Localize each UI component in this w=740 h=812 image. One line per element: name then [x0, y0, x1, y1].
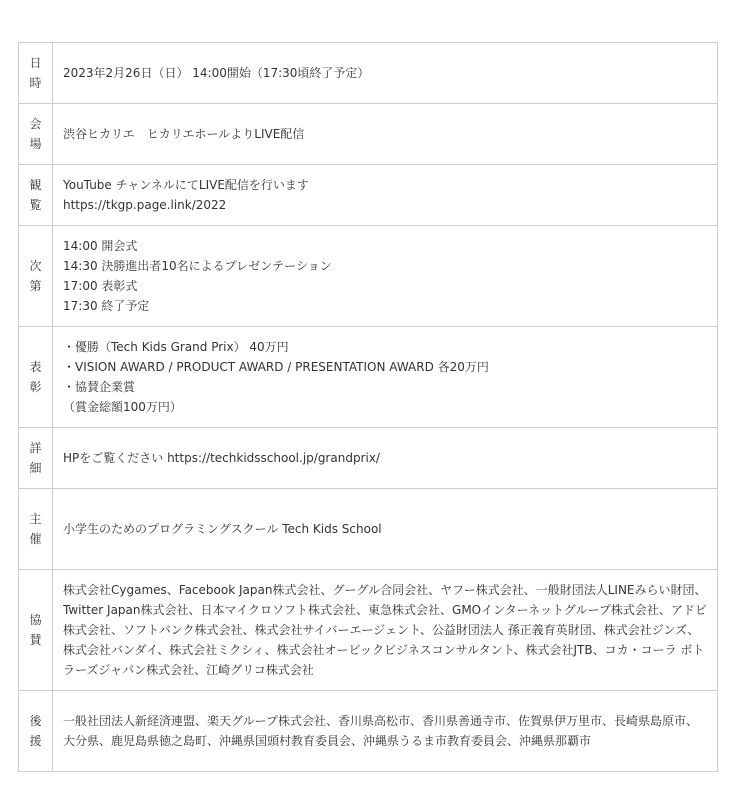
- row-label-char: 覧: [29, 198, 42, 212]
- table-row-program: [19, 226, 718, 327]
- row-label-char: 場: [29, 137, 42, 151]
- row-label-char: 協: [29, 613, 42, 627]
- row-label-char: 催: [29, 532, 42, 546]
- row-label-viewing: [19, 165, 53, 226]
- row-content-program: [53, 226, 718, 327]
- stream-link[interactable]: https://tkgp.page.link/2022: [63, 198, 227, 212]
- row-label-char: 援: [29, 734, 42, 748]
- program-item: 14:00 開会式: [63, 239, 138, 253]
- row-label-char: 細: [29, 461, 42, 475]
- program-item: 17:00 表彰式: [63, 279, 138, 293]
- event-info-table: [18, 42, 718, 772]
- row-content-viewing: [53, 165, 718, 226]
- row-label-char: 賛: [29, 633, 42, 647]
- row-label-datetime: [19, 43, 53, 104]
- details-text[interactable]: HPをご覧ください https://techkidsschool.jp/grandprix/: [63, 451, 380, 465]
- table-row-sponsors: [19, 570, 718, 691]
- row-label-program: [19, 226, 53, 327]
- row-label-organizer: [19, 489, 53, 570]
- row-content-organizer: [53, 489, 718, 570]
- row-content-sponsors: [53, 570, 718, 691]
- row-content-venue: [53, 104, 718, 165]
- row-content-datetime: [53, 43, 718, 104]
- organizer-text: 小学生のためのプログラミングスクール Tech Kids School: [63, 522, 382, 536]
- award-item: （賞金総額100万円）: [63, 400, 182, 414]
- venue-text: 渋谷ヒカリエ ヒカリエホールよりLIVE配信: [63, 127, 305, 141]
- row-label-char: 次: [29, 259, 42, 273]
- row-label-awards: [19, 327, 53, 428]
- table-row-datetime: [19, 43, 718, 104]
- table-row-venue: [19, 104, 718, 165]
- row-label-char: 詳: [29, 441, 42, 455]
- row-label-char: 会: [29, 117, 42, 131]
- program-item: 14:30 決勝進出者10名によるプレゼンテーション: [63, 259, 332, 273]
- row-label-char: 観: [29, 178, 42, 192]
- program-item: 17:30 終了予定: [63, 299, 150, 313]
- table-row-details: [19, 428, 718, 489]
- award-item: ・VISION AWARD / PRODUCT AWARD / PRESENTATION AWARD 各20万円: [63, 360, 489, 374]
- row-content-details: [53, 428, 718, 489]
- award-item: ・協賛企業賞: [63, 380, 136, 394]
- row-label-char: 主: [29, 512, 42, 526]
- row-content-support: [53, 691, 718, 772]
- row-label-char: 後: [29, 714, 42, 728]
- row-label-venue: [19, 104, 53, 165]
- row-content-awards: [53, 327, 718, 428]
- row-label-char: 表: [29, 360, 42, 374]
- sponsors-text: 株式会社Cygames、Facebook Japan株式会社、グーグル合同会社、ヤフー株式会社、一般財団法人LINEみらい財団、Twitter Japan株式会社、日本マイクロソフト株式会社、東急株式会社、GMOインターネットグループ株式会社、アドビ株式会社、ソフトバンク株式会社、株式会社サイバーエージェント、公益財団法人 孫正義育英財団、株式会社ジンズ、株式会社バンダイ、株式会社ミクシィ、株式会社オービックビジネスコンサルタント、株式会社JTB、コカ・コーラ ボトラーズジャパン株式会社、江崎グリコ株式会社: [63, 583, 707, 677]
- row-label-char: 時: [29, 76, 42, 90]
- table-row-support: [19, 691, 718, 772]
- table-row-viewing: [19, 165, 718, 226]
- viewing-text: YouTube チャンネルにてLIVE配信を行います: [63, 178, 309, 192]
- datetime-text: 2023年2月26日（日） 14:00開始（17:30頃終了予定）: [63, 66, 370, 80]
- row-label-char: 日: [29, 56, 42, 70]
- table-row-awards: [19, 327, 718, 428]
- row-label-char: 彰: [29, 380, 42, 394]
- award-item: ・優勝（Tech Kids Grand Prix） 40万円: [63, 340, 289, 354]
- row-label-sponsors: [19, 570, 53, 691]
- row-label-details: [19, 428, 53, 489]
- row-label-char: 第: [29, 279, 42, 293]
- support-text: 一般社団法人新経済連盟、楽天グループ株式会社、香川県高松市、香川県善通寺市、佐賀県伊万里市、長崎県島原市、大分県、鹿児島県徳之島町、沖縄県国頭村教育委員会、沖縄県うるま市教育委員会、沖縄県那覇市: [63, 714, 699, 748]
- table-row-organizer: [19, 489, 718, 570]
- row-label-support: [19, 691, 53, 772]
